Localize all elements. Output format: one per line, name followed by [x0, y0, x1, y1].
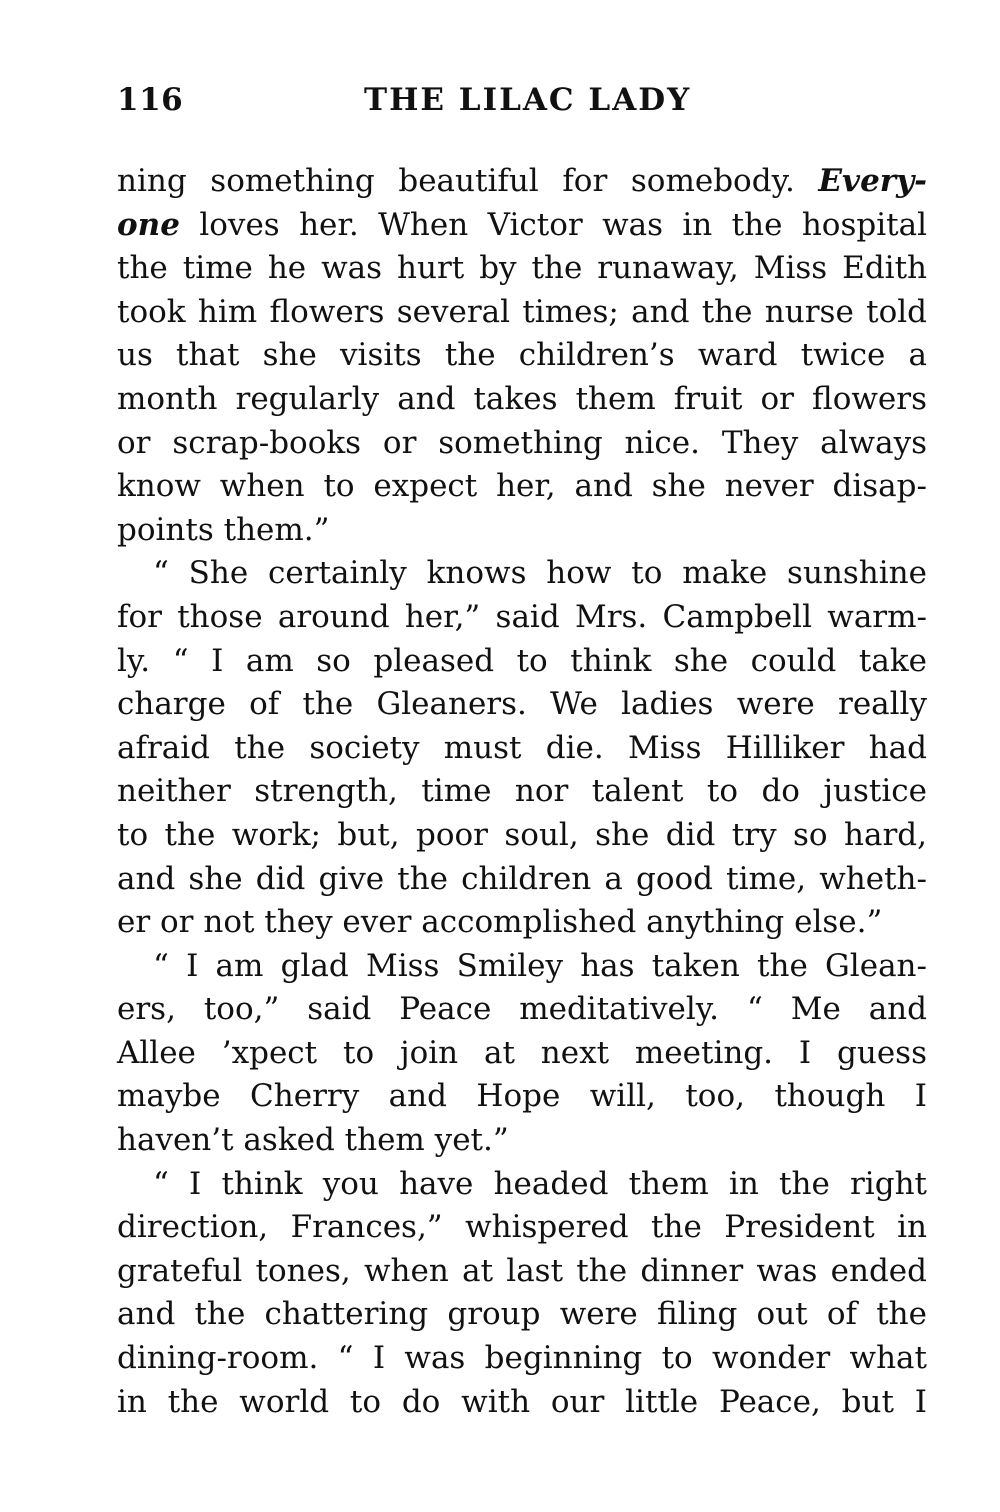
text-line: “ I am glad Miss Smiley has taken the Glean- — [153, 947, 927, 984]
text-line: points them.” — [117, 511, 330, 548]
text-line: and the chattering group were filing out of the — [117, 1296, 927, 1333]
text-line: and she did give the children a good time, wheth- — [117, 860, 927, 897]
italic-word: Every- — [818, 163, 927, 199]
body-text — [117, 160, 927, 1424]
page-number: 116 — [117, 82, 184, 118]
text-line: er or not they ever accomplished anything else.” — [117, 904, 883, 941]
text-line: charge of the Gleaners. We ladies were really — [117, 686, 927, 723]
text-line: the time he was hurt by the runaway, Miss Edith — [117, 250, 927, 287]
text-line: neither strength, time nor talent to do justice — [117, 773, 927, 810]
text-line: to the work; but, poor soul, she did try so hard, — [117, 816, 927, 853]
text-line: haven’t asked them yet.” — [117, 1122, 509, 1159]
page-header — [117, 82, 927, 126]
text-line: ning something beautiful for somebody. Every- — [117, 163, 927, 199]
text-line: direction, Frances,” whispered the President in — [117, 1209, 927, 1246]
text-line: for those around her,” said Mrs. Campbell warm- — [117, 598, 927, 635]
text-line: “ She certainly knows how to make sunshine — [153, 555, 927, 592]
text-line: in the world to do with our little Peace, but I — [117, 1383, 927, 1420]
text-line: took him flowers several times; and the nurse told — [117, 293, 927, 330]
text-line: know when to expect her, and she never disap- — [117, 468, 927, 505]
text-line: or scrap-books or something nice. They always — [117, 424, 927, 461]
text-line: month regularly and takes them fruit or flowers — [117, 380, 927, 417]
text-line: afraid the society must die. Miss Hilliker had — [117, 729, 927, 766]
text-line: maybe Cherry and Hope will, too, though I — [117, 1078, 927, 1115]
text-line: ly. “ I am so pleased to think she could take — [117, 642, 927, 679]
text-line: grateful tones, when at last the dinner was ended — [117, 1252, 927, 1289]
text-line: ers, too,” said Peace meditatively. “ Me and — [117, 991, 927, 1028]
text-line: Allee ’xpect to join at next meeting. I guess — [117, 1034, 927, 1071]
text-line: dining-room. “ I was beginning to wonder what — [117, 1340, 927, 1377]
text-line: one loves her. When Victor was in the hospital — [117, 206, 927, 243]
text-line: “ I think you have headed them in the right — [153, 1165, 927, 1202]
text-line: us that she visits the children’s ward twice a — [117, 337, 927, 374]
italic-word: one — [117, 206, 180, 243]
running-title: THE LILAC LADY — [364, 82, 692, 118]
